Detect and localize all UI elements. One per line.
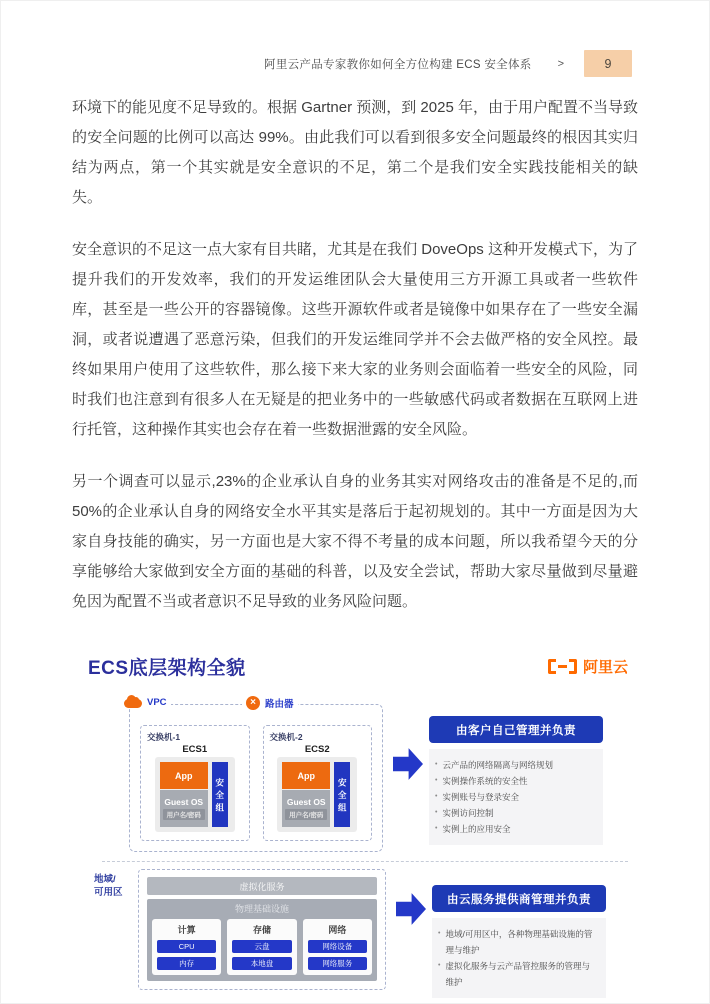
bullet-item: • 实例访问控制 — [435, 805, 595, 821]
storage-item-local-disk: 本地盘 — [232, 957, 291, 970]
provider-panel-title: 由云服务提供商管理并负责 — [432, 885, 606, 912]
customer-managed-row — [88, 696, 628, 852]
paragraph-3: 另一个调查可以显示,23%的企业承认自身的业务其实对网络攻击的准备是不足的,而 50%的企业承认自身的网络安全水平其实是落后于起初规划的。其中一方面是因为大家自身技能的确实，另一方面也是大家不得不考量的成本问题，所以我希望今天的分享能够给大家做到安全方面的基础的科普，以及安全尝试，帮助大家尽量做到尽量避免因为配置不当或者意识不足导致的业务风险问题。 — [72, 473, 638, 610]
provider-panel-bullets — [432, 918, 606, 998]
bullet-item: • 实例操作系统的安全性 — [435, 773, 595, 789]
vpc-label: VPC — [147, 696, 167, 708]
app-layer: App — [282, 762, 330, 789]
logo-text: 阿里云 — [582, 659, 628, 676]
security-group-bar: 安全组 — [334, 762, 350, 827]
bullet-item: • 实例账号与登录安全 — [435, 789, 595, 805]
switch-group — [140, 725, 372, 841]
region-group — [88, 869, 386, 990]
provider-managed-row — [88, 869, 628, 998]
diagram-title: ECS底层架构全貌 — [88, 658, 246, 679]
bullet-item: • 云产品的网络隔离与网络规划 — [435, 757, 595, 773]
bullet-item: • 地域/可用区中，各种物理基础设施的管理与维护 — [438, 926, 598, 958]
ecs-software-stack — [160, 762, 208, 827]
page-header — [72, 50, 638, 77]
credential-chip: 用户名/密码 — [163, 809, 205, 820]
vpc-tag — [120, 696, 171, 708]
running-title: 阿里云产品专家教你如何全方位构建 ECS 安全体系 — [264, 58, 532, 71]
region-label: 地域/ 可用区 — [94, 874, 123, 898]
chevron-separator: > — [557, 57, 564, 70]
ecs-container — [277, 757, 357, 832]
ecs-software-stack — [282, 762, 330, 827]
alibaba-cloud-logo — [548, 656, 628, 677]
vpc-cloud-icon — [124, 699, 142, 708]
logo-left-bracket-icon — [548, 659, 556, 674]
switch-box-2 — [263, 725, 373, 841]
virtualization-bar: 虚拟化服务 — [147, 877, 377, 895]
customer-responsibility-panel — [429, 716, 603, 845]
ecs-container — [155, 757, 235, 832]
ecs-label: ECS2 — [304, 744, 330, 755]
security-group-bar: 安全组 — [212, 762, 228, 827]
physical-infrastructure-box — [147, 899, 377, 981]
ecs-architecture-diagram — [88, 653, 628, 998]
storage-column — [227, 919, 296, 975]
compute-item-cpu: CPU — [157, 940, 216, 953]
network-item-services: 网络服务 — [308, 957, 367, 970]
column-title: 计算 — [177, 925, 196, 935]
paragraph-2: 安全意识的不足这一点大家有目共睹，尤其是在我们 DoveOps 这种开发模式下，为了提升我们的开发效率，我们的开发运维团队会大量使用三方开源工具或者一些软件库，甚至是一些公开的容器镜像。这些开源软件或者是镜像中如果存在了一些安全漏洞，或者说遭遇了恶意污染，但我们的开发运维同学并不会去做严格的安全风控。最终如果用户使用了这些软件，那么接下来大家的业务则会面临着一些安全的风险，同时我们也注意到有很多人在无疑是的把业务中的一些敏感代码或者数据在互联网上进行托管，这种操作其实也会存在着一些数据泄露的安全风险。 — [72, 241, 638, 438]
switch-label: 交换机-1 — [147, 732, 181, 742]
network-column — [303, 919, 372, 975]
guest-os-label: Guest OS — [286, 797, 326, 807]
router-icon: × — [246, 696, 260, 710]
customer-panel-title: 由客户自己管理并负责 — [429, 716, 603, 743]
column-title: 网络 — [328, 925, 347, 935]
column-title: 存储 — [252, 925, 271, 935]
credential-chip: 用户名/密码 — [285, 809, 327, 820]
network-item-devices: 网络设备 — [308, 940, 367, 953]
app-layer: App — [160, 762, 208, 789]
guest-os-label: Guest OS — [164, 797, 204, 807]
logo-dash-icon — [558, 665, 567, 668]
ecs-label: ECS1 — [182, 744, 208, 755]
router-label: 路由器 — [265, 699, 294, 710]
right-arrow-icon — [396, 891, 426, 927]
provider-responsibility-panel — [432, 885, 606, 998]
guest-os-layer — [160, 790, 208, 827]
paragraph-1: 环境下的能见度不足导致的。根据 Gartner 预测，到 2025 年，由于用户配置不当导致的安全问题的比例可以高达 99%。由此我们可以看到很多安全问题最终的根因其实归结为两点，第一个其实就是安全意识的不足，第二个是我们安全实践技能相关的缺失。 — [72, 99, 638, 206]
bullet-item: • 实例上的应用安全 — [435, 821, 595, 837]
compute-item-memory: 内存 — [157, 957, 216, 970]
vpc-boundary — [129, 696, 383, 852]
router-tag — [242, 696, 298, 710]
switch-label: 交换机-2 — [269, 732, 303, 742]
diagram-header — [88, 653, 628, 680]
logo-right-bracket-icon — [569, 659, 577, 674]
switch-box-1 — [140, 725, 250, 841]
storage-item-cloud-disk: 云盘 — [232, 940, 291, 953]
bullet-item: • 虚拟化服务与云产品管控服务的管理与维护 — [438, 958, 598, 990]
dashed-divider — [102, 861, 628, 862]
compute-column — [152, 919, 221, 975]
infrastructure-columns — [152, 919, 372, 975]
customer-panel-bullets — [429, 749, 603, 845]
region-boundary — [138, 869, 386, 990]
page-number-badge: 9 — [584, 50, 632, 77]
right-arrow-icon — [393, 746, 423, 782]
guest-os-layer — [282, 790, 330, 827]
ecs-instance-1 — [155, 744, 235, 832]
physical-infrastructure-title: 物理基础设施 — [234, 904, 289, 914]
ecs-instance-2 — [277, 744, 357, 832]
